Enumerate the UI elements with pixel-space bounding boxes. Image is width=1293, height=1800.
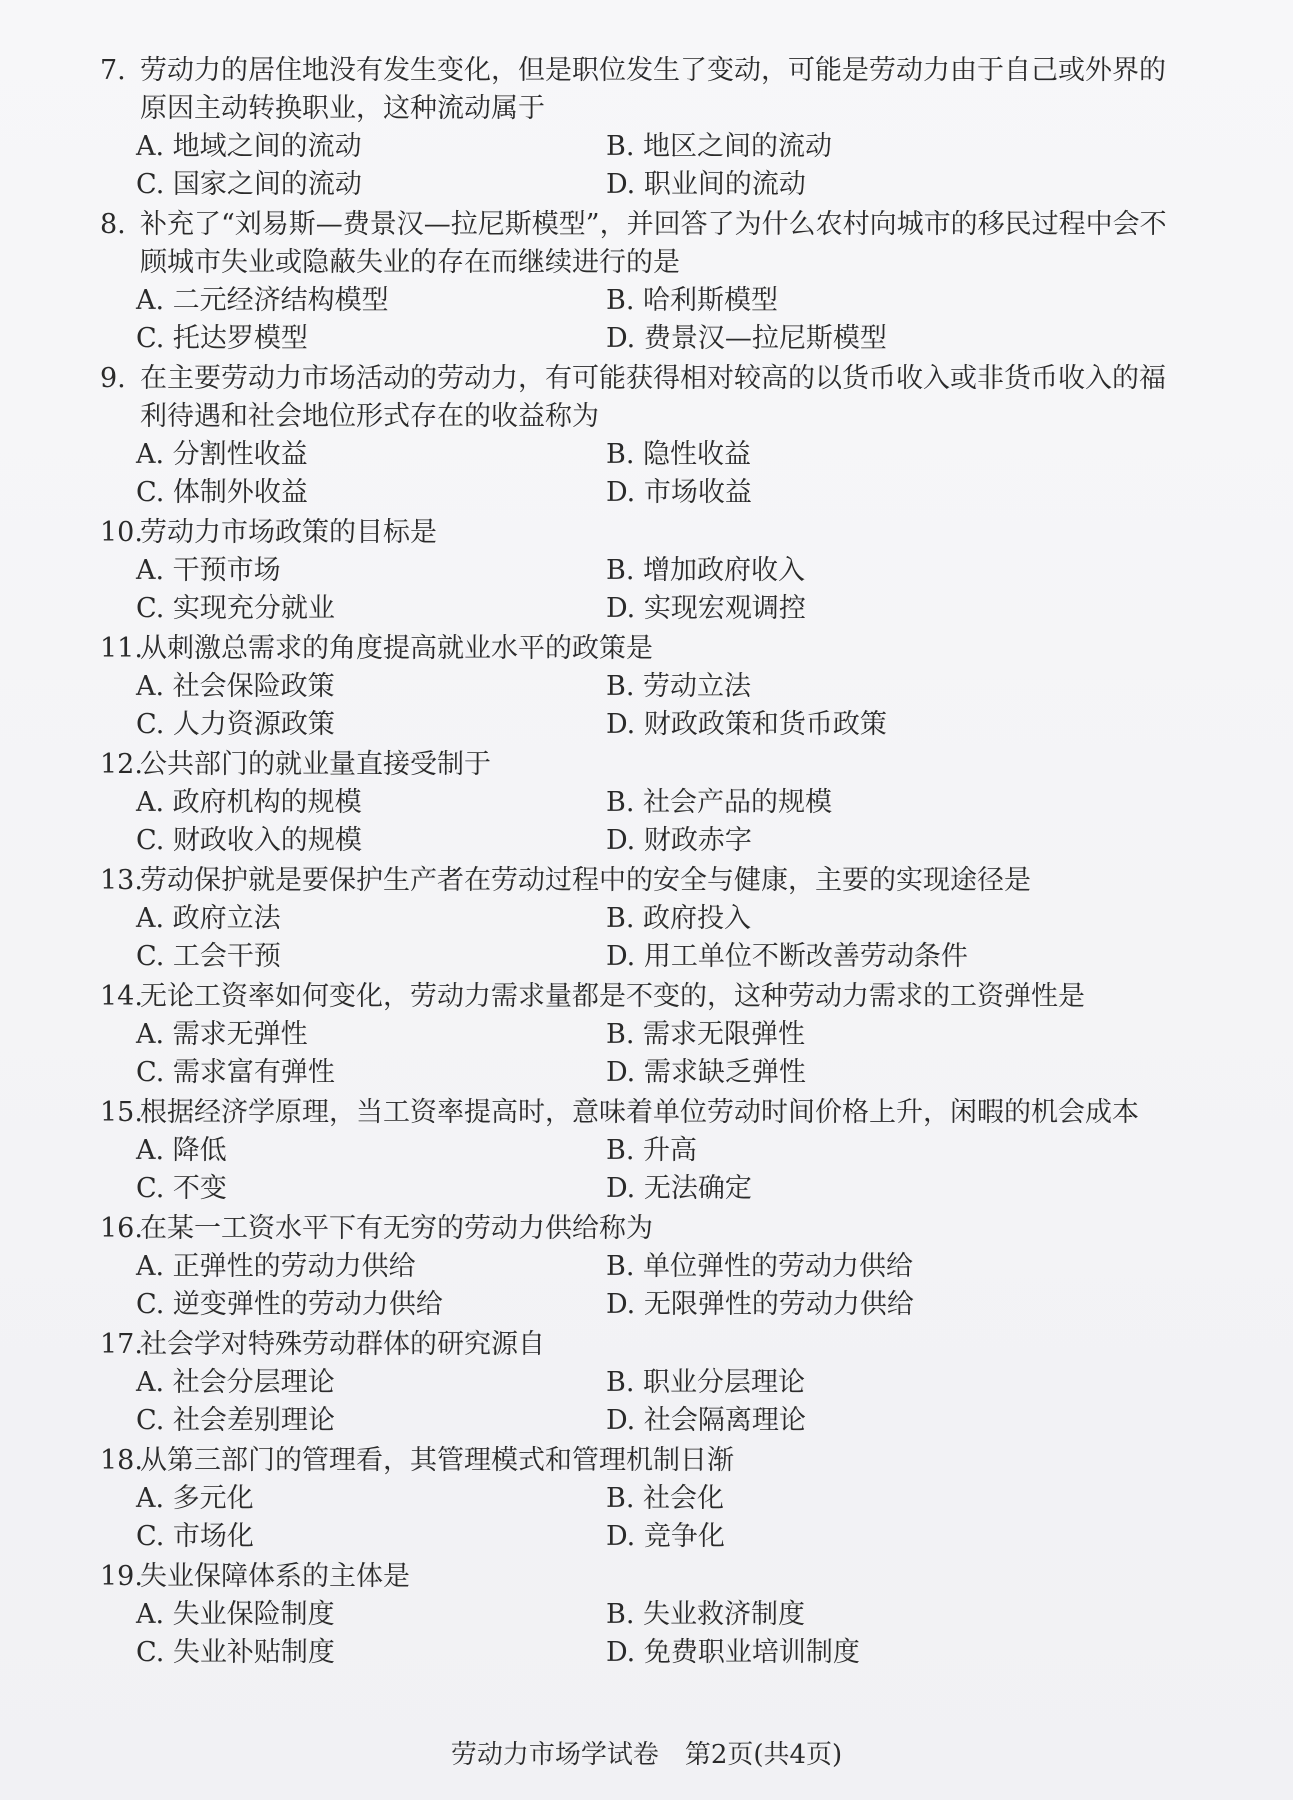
question-text: 补充了“刘易斯—费景汉—拉尼斯模型”，并回答了为什么农村向城市的移民过程中会不顾城市失业或隐蔽失业的存在而继续进行的是 — [140, 209, 1167, 278]
answer-option: A. 需求无弹性 — [136, 1019, 308, 1050]
answer-option: C. 实现充分就业 — [136, 593, 335, 624]
question — [100, 630, 1180, 744]
question — [100, 978, 1180, 1092]
answer-option: C. 市场化 — [136, 1521, 254, 1552]
question-text: 劳动力市场政策的目标是 — [140, 517, 437, 548]
question-number: 18. — [100, 1445, 143, 1476]
question — [100, 862, 1180, 976]
answer-option: D. 市场收益 — [606, 477, 752, 508]
question — [100, 1558, 1180, 1672]
answer-option: A. 干预市场 — [136, 555, 281, 586]
answer-option: C. 工会干预 — [136, 941, 281, 972]
answer-option: B. 单位弹性的劳动力供给 — [606, 1251, 914, 1282]
question — [100, 746, 1180, 860]
question-number: 15. — [100, 1097, 143, 1128]
question-stem — [100, 206, 1180, 282]
answer-options — [136, 784, 1180, 860]
answer-option: C. 财政收入的规模 — [136, 825, 362, 856]
answer-option: A. 失业保险制度 — [136, 1599, 335, 1630]
question-number: 10. — [100, 517, 143, 548]
answer-option: B. 失业救济制度 — [606, 1599, 806, 1630]
answer-option: A. 降低 — [136, 1135, 227, 1166]
answer-option: B. 劳动立法 — [606, 671, 752, 702]
answer-options — [136, 1016, 1180, 1092]
answer-options — [136, 1596, 1180, 1672]
question — [100, 206, 1180, 358]
answer-option: C. 不变 — [136, 1173, 227, 1204]
answer-option: A. 政府立法 — [136, 903, 281, 934]
question-number: 11. — [100, 633, 143, 664]
answer-option: B. 社会化 — [606, 1483, 725, 1514]
answer-option: D. 无法确定 — [606, 1173, 752, 1204]
answer-option: B. 增加政府收入 — [606, 555, 806, 586]
answer-option: D. 财政赤字 — [606, 825, 752, 856]
question — [100, 52, 1180, 204]
answer-option: B. 地区之间的流动 — [606, 131, 833, 162]
question — [100, 1210, 1180, 1324]
answer-options — [136, 128, 1180, 204]
question-list — [100, 52, 1180, 1674]
answer-option: A. 多元化 — [136, 1483, 254, 1514]
answer-options — [136, 1480, 1180, 1556]
question-stem — [100, 52, 1180, 128]
question-text: 从第三部门的管理看，其管理模式和管理机制日渐 — [140, 1445, 734, 1476]
answer-option: D. 免费职业培训制度 — [606, 1637, 860, 1668]
answer-option: B. 职业分层理论 — [606, 1367, 806, 1398]
answer-options — [136, 668, 1180, 744]
answer-options — [136, 1364, 1180, 1440]
question-number: 13. — [100, 865, 143, 896]
question-number: 9. — [100, 363, 126, 394]
question-number: 7. — [100, 55, 126, 86]
question-stem — [100, 1094, 1180, 1132]
question-number: 12. — [100, 749, 143, 780]
question-stem — [100, 630, 1180, 668]
question-text: 在主要劳动力市场活动的劳动力，有可能获得相对较高的以货币收入或非货币收入的福利待遇和社会地位形式存在的收益称为 — [140, 363, 1166, 432]
answer-option: A. 社会分层理论 — [136, 1367, 335, 1398]
question — [100, 1094, 1180, 1208]
answer-option: A. 社会保险政策 — [136, 671, 335, 702]
answer-option: D. 无限弹性的劳动力供给 — [606, 1289, 914, 1320]
question-number: 14. — [100, 981, 143, 1012]
answer-option: D. 用工单位不断改善劳动条件 — [606, 941, 968, 972]
answer-option: C. 需求富有弹性 — [136, 1057, 335, 1088]
question — [100, 1442, 1180, 1556]
question-stem — [100, 1558, 1180, 1596]
question-stem — [100, 862, 1180, 900]
question-stem — [100, 978, 1180, 1016]
answer-option: C. 托达罗模型 — [136, 323, 308, 354]
answer-option: B. 需求无限弹性 — [606, 1019, 806, 1050]
question — [100, 360, 1180, 512]
answer-option: D. 费景汉—拉尼斯模型 — [606, 323, 887, 354]
question-stem — [100, 514, 1180, 552]
answer-option: D. 社会隔离理论 — [606, 1405, 806, 1436]
answer-option: A. 地域之间的流动 — [136, 131, 362, 162]
answer-option: A. 正弹性的劳动力供给 — [136, 1251, 416, 1282]
question — [100, 1326, 1180, 1440]
answer-option: B. 政府投入 — [606, 903, 752, 934]
answer-option: A. 二元经济结构模型 — [136, 285, 389, 316]
question-text: 根据经济学原理，当工资率提高时，意味着单位劳动时间价格上升，闲暇的机会成本 — [140, 1097, 1139, 1128]
question-stem — [100, 746, 1180, 784]
answer-option: B. 隐性收益 — [606, 439, 752, 470]
question-stem — [100, 1210, 1180, 1248]
answer-option: D. 需求缺乏弹性 — [606, 1057, 806, 1088]
question-text: 失业保障体系的主体是 — [140, 1561, 410, 1592]
question — [100, 514, 1180, 628]
question-text: 无论工资率如何变化，劳动力需求量都是不变的，这种劳动力需求的工资弹性是 — [140, 981, 1085, 1012]
question-text: 劳动保护就是要保护生产者在劳动过程中的安全与健康，主要的实现途径是 — [140, 865, 1031, 896]
answer-option: D. 职业间的流动 — [606, 169, 806, 200]
question-text: 公共部门的就业量直接受制于 — [140, 749, 491, 780]
answer-option: C. 逆变弹性的劳动力供给 — [136, 1289, 443, 1320]
page-footer: 劳动力市场学试卷 第2页(共4页) — [450, 1740, 843, 1770]
answer-option: C. 人力资源政策 — [136, 709, 335, 740]
answer-options — [136, 1132, 1180, 1208]
answer-option: B. 社会产品的规模 — [606, 787, 833, 818]
question-text: 从刺激总需求的角度提高就业水平的政策是 — [140, 633, 653, 664]
question-text: 劳动力的居住地没有发生变化，但是职位发生了变动，可能是劳动力由于自己或外界的原因主动转换职业，这种流动属于 — [140, 55, 1166, 124]
answer-options — [136, 436, 1180, 512]
answer-option: C. 社会差别理论 — [136, 1405, 335, 1436]
question-text: 在某一工资水平下有无穷的劳动力供给称为 — [140, 1213, 653, 1244]
question-text: 社会学对特殊劳动群体的研究源自 — [140, 1329, 545, 1360]
question-number: 8. — [100, 209, 126, 240]
answer-option: D. 财政政策和货币政策 — [606, 709, 887, 740]
answer-options — [136, 552, 1180, 628]
answer-option: A. 分割性收益 — [136, 439, 308, 470]
answer-option: A. 政府机构的规模 — [136, 787, 362, 818]
question-stem — [100, 1326, 1180, 1364]
answer-option: D. 竞争化 — [606, 1521, 725, 1552]
answer-option: D. 实现宏观调控 — [606, 593, 806, 624]
answer-option: C. 国家之间的流动 — [136, 169, 362, 200]
answer-option: C. 体制外收益 — [136, 477, 308, 508]
question-number: 16. — [100, 1213, 143, 1244]
question-number: 17. — [100, 1329, 143, 1360]
answer-option: B. 升高 — [606, 1135, 698, 1166]
answer-option: C. 失业补贴制度 — [136, 1637, 335, 1668]
question-stem — [100, 360, 1180, 436]
answer-options — [136, 1248, 1180, 1324]
answer-options — [136, 282, 1180, 358]
answer-options — [136, 900, 1180, 976]
answer-option: B. 哈利斯模型 — [606, 285, 779, 316]
question-stem — [100, 1442, 1180, 1480]
question-number: 19. — [100, 1561, 143, 1592]
